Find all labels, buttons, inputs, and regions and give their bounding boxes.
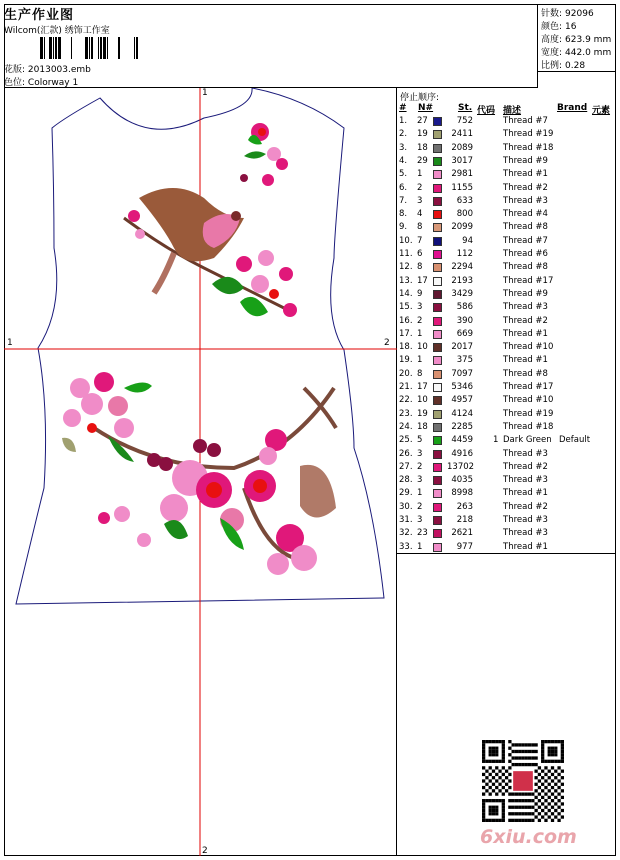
row-stitches: 4035 (451, 475, 473, 486)
row-needle: 3 (417, 448, 423, 459)
row-needle: 3 (417, 475, 423, 486)
row-needle: 3 (417, 195, 423, 206)
row-needle: 17 (417, 275, 428, 286)
row-description: Dark Green (503, 435, 552, 446)
thread-color-swatch (433, 210, 442, 219)
row-index: 7. (399, 195, 408, 206)
row-needle: 8 (417, 368, 423, 379)
row-description: Thread #19 (503, 408, 554, 419)
row-description: Thread #1 (503, 488, 548, 499)
row-stitches: 4916 (451, 448, 473, 459)
thread-color-swatch (433, 423, 442, 432)
stop-sequence-row (399, 435, 615, 448)
stop-sequence-row (399, 302, 615, 315)
row-stitches: 977 (456, 541, 473, 552)
row-index: 21. (399, 382, 413, 392)
row-index: 24. (399, 421, 413, 432)
thread-color-swatch (433, 303, 442, 312)
row-stitches: 375 (456, 355, 473, 366)
row-description: Thread #8 (503, 262, 548, 273)
row-stitches: 5346 (451, 382, 473, 392)
axis-label-left: 1 (7, 338, 13, 348)
row-description: Thread #8 (503, 222, 548, 233)
row-description: Thread #18 (503, 142, 554, 153)
stop-sequence-row (399, 196, 615, 209)
design-preview (4, 88, 397, 856)
row-index: 14. (399, 288, 413, 299)
row-index: 5. (399, 169, 408, 180)
row-needle: 1 (417, 488, 423, 499)
row-stitches: 2294 (451, 262, 473, 273)
col-header-description: 描述 (503, 106, 522, 116)
stop-sequence-row (399, 262, 615, 275)
row-index: 8. (399, 209, 408, 220)
stop-sequence-row (399, 169, 615, 182)
row-index: 31. (399, 515, 413, 525)
row-needle: 2 (417, 461, 423, 472)
row-description: Thread #9 (503, 155, 548, 166)
stop-sequence-row (399, 183, 615, 196)
row-needle: 27 (417, 116, 428, 126)
thread-color-swatch (433, 330, 442, 339)
stop-sequence-row (399, 502, 615, 515)
row-description: Thread #4 (503, 209, 548, 220)
row-index: 29. (399, 488, 413, 499)
row-needle: 17 (417, 382, 428, 392)
row-description: Thread #1 (503, 541, 548, 552)
stat-label: 颜色: (541, 22, 563, 32)
thread-color-swatch (433, 516, 442, 525)
row-needle: 8 (417, 222, 423, 233)
design-file-row (4, 62, 91, 75)
thread-color-swatch (433, 503, 442, 512)
row-index: 30. (399, 501, 413, 512)
row-description: Thread #18 (503, 421, 554, 432)
row-stitches: 218 (456, 515, 473, 525)
stop-sequence-row (399, 276, 615, 289)
row-index: 25. (399, 435, 413, 446)
row-description: Thread #2 (503, 315, 548, 326)
row-needle: 29 (417, 155, 428, 166)
stop-sequence-row (399, 475, 615, 488)
row-needle: 19 (417, 408, 428, 419)
stop-sequence-row (399, 488, 615, 501)
col-header-index: # (399, 103, 407, 113)
row-stitches: 2099 (451, 222, 473, 233)
row-needle: 19 (417, 129, 428, 140)
row-index: 10. (399, 235, 413, 246)
stat-value: 623.9 mm (565, 35, 612, 45)
stop-sequence-row (399, 289, 615, 302)
row-index: 27. (399, 461, 413, 472)
row-brand: Default (559, 435, 591, 446)
row-needle: 1 (417, 541, 423, 552)
row-description: Thread #7 (503, 235, 548, 246)
stop-sequence-row (399, 462, 615, 475)
row-description: Thread #17 (503, 382, 554, 392)
col-header-stitches: St. (458, 103, 473, 113)
thread-color-swatch (433, 223, 442, 232)
row-stitches: 4957 (451, 395, 473, 406)
row-needle: 10 (417, 395, 428, 406)
row-description: Thread #3 (503, 528, 548, 539)
row-index: 12. (399, 262, 413, 273)
row-stitches: 2193 (451, 275, 473, 286)
row-code: 1 (493, 435, 499, 446)
stop-sequence-row (399, 249, 615, 262)
row-needle: 18 (417, 421, 428, 432)
thread-color-swatch (433, 356, 442, 365)
row-index: 1. (399, 116, 408, 126)
row-index: 20. (399, 368, 413, 379)
row-needle: 8 (417, 262, 423, 273)
stop-sequence-row (399, 342, 615, 355)
row-index: 22. (399, 395, 413, 406)
col-header-code: 代码 (477, 106, 496, 116)
row-stitches: 2285 (451, 421, 473, 432)
row-index: 23. (399, 408, 413, 419)
row-description: Thread #1 (503, 355, 548, 366)
row-description: Thread #3 (503, 475, 548, 486)
page-title: 生产作业图 (4, 8, 75, 23)
list-divider (397, 553, 616, 554)
stop-sequence-row (399, 409, 615, 422)
thread-color-swatch (433, 277, 442, 286)
row-stitches: 752 (456, 116, 473, 126)
stop-sequence-row (399, 316, 615, 329)
thread-color-swatch (433, 343, 442, 352)
stat-value: 442.0 mm (565, 48, 612, 58)
row-index: 13. (399, 275, 413, 286)
thread-color-swatch (433, 463, 442, 472)
row-needle: 1 (417, 328, 423, 339)
axis-label-right: 2 (384, 338, 390, 348)
thread-color-swatch (433, 529, 442, 538)
row-needle: 7 (417, 235, 423, 246)
row-description: Thread #3 (503, 302, 548, 313)
row-needle: 6 (417, 249, 423, 259)
row-stitches: 7097 (451, 368, 473, 379)
colorway-label: 色位: (4, 78, 26, 88)
stat-label: 宽度: (541, 48, 563, 58)
row-stitches: 633 (456, 195, 473, 206)
thread-color-swatch (433, 436, 442, 445)
stop-sequence-row (399, 515, 615, 528)
row-index: 26. (399, 448, 413, 459)
stop-sequence-row (399, 116, 615, 129)
row-stitches: 4124 (451, 408, 473, 419)
thread-color-swatch (433, 370, 442, 379)
stat-value: 16 (565, 22, 577, 32)
row-needle: 10 (417, 342, 428, 353)
row-description: Thread #3 (503, 515, 548, 525)
stat-row (541, 58, 585, 71)
row-stitches: 2621 (451, 528, 473, 539)
row-needle: 18 (417, 142, 428, 153)
stop-sequence-row (399, 329, 615, 342)
row-description: Thread #8 (503, 368, 548, 379)
thread-color-swatch (433, 396, 442, 405)
row-description: Thread #3 (503, 195, 548, 206)
stat-label: 针数: (541, 9, 563, 19)
design-file-name: 2013003.emb (27, 65, 91, 75)
thread-color-swatch (433, 144, 442, 153)
stop-sequence-row (399, 355, 615, 368)
row-index: 4. (399, 155, 408, 166)
row-stitches: 390 (456, 315, 473, 326)
row-stitches: 2089 (451, 142, 473, 153)
stop-sequence-row (399, 156, 615, 169)
axis-label-top: 1 (202, 88, 208, 98)
row-description: Thread #2 (503, 501, 548, 512)
row-description: Thread #3 (503, 448, 548, 459)
row-needle: 3 (417, 515, 423, 525)
row-stitches: 3429 (451, 288, 473, 299)
thread-color-swatch (433, 197, 442, 206)
company-name: Wilcom(汇款) 绣饰工作室 (4, 26, 110, 36)
stat-row (541, 19, 577, 32)
row-index: 33. (399, 541, 413, 552)
stop-sequence-row (399, 369, 615, 382)
stat-value: 0.28 (565, 61, 586, 71)
row-description: Thread #1 (503, 328, 548, 339)
row-description: Thread #10 (503, 342, 554, 353)
col-header-needle: N# (418, 103, 434, 113)
thread-color-swatch (433, 130, 442, 139)
barcode-image (40, 37, 138, 59)
row-needle: 4 (417, 209, 423, 220)
thread-color-swatch (433, 237, 442, 246)
row-description: Thread #17 (503, 275, 554, 286)
row-needle: 5 (417, 435, 423, 446)
row-needle: 9 (417, 288, 423, 299)
thread-color-swatch (433, 383, 442, 392)
qr-code-image (482, 740, 564, 822)
row-description: Thread #19 (503, 129, 554, 140)
row-stitches: 2411 (451, 129, 473, 140)
thread-color-swatch (433, 489, 442, 498)
colorway-name: Colorway 1 (27, 78, 79, 88)
row-description: Thread #7 (503, 116, 548, 126)
row-description: Thread #9 (503, 288, 548, 299)
stop-sequence-row (399, 422, 615, 435)
row-stitches: 586 (456, 302, 473, 313)
row-index: 6. (399, 182, 408, 193)
stop-sequence-row (399, 395, 615, 408)
row-index: 18. (399, 342, 413, 353)
stop-sequence-row (399, 129, 615, 142)
row-description: Thread #10 (503, 395, 554, 406)
col-header-brand: Brand (557, 103, 588, 113)
row-stitches: 669 (456, 328, 473, 339)
row-stitches: 800 (456, 209, 473, 220)
row-index: 19. (399, 355, 413, 366)
row-stitches: 112 (456, 249, 473, 259)
thread-color-swatch (433, 290, 442, 299)
thread-color-swatch (433, 410, 442, 419)
thread-color-swatch (433, 263, 442, 272)
row-index: 3. (399, 142, 408, 153)
row-stitches: 8998 (451, 488, 473, 499)
row-index: 32. (399, 528, 413, 539)
row-needle: 2 (417, 182, 423, 193)
row-needle: 23 (417, 528, 428, 539)
thread-color-swatch (433, 250, 442, 259)
row-description: Thread #2 (503, 461, 548, 472)
stop-sequence-title: 停止顺序: (400, 93, 440, 103)
garment-preview (4, 88, 397, 856)
thread-color-swatch (433, 117, 442, 126)
row-needle: 2 (417, 315, 423, 326)
watermark-text: 6xiu.com (480, 826, 577, 848)
stat-row (541, 32, 611, 45)
row-index: 28. (399, 475, 413, 486)
thread-color-swatch (433, 184, 442, 193)
thread-color-swatch (433, 157, 442, 166)
stop-sequence-row (399, 222, 615, 235)
row-stitches: 2017 (451, 342, 473, 353)
row-description: Thread #2 (503, 182, 548, 193)
row-stitches: 94 (462, 235, 473, 246)
row-needle: 3 (417, 302, 423, 313)
row-stitches: 13702 (447, 461, 475, 472)
row-index: 2. (399, 129, 408, 140)
row-needle: 1 (417, 355, 423, 366)
row-needle: 1 (417, 169, 423, 180)
stop-sequence-row (399, 209, 615, 222)
stop-sequence-row (399, 143, 615, 156)
stop-sequence-row (399, 236, 615, 249)
thread-color-swatch (433, 543, 442, 552)
row-index: 16. (399, 315, 413, 326)
row-index: 17. (399, 328, 413, 339)
row-description: Thread #6 (503, 249, 548, 259)
thread-color-swatch (433, 170, 442, 179)
stat-row (541, 6, 594, 19)
design-file-label: 花版: (4, 65, 26, 75)
axis-label-bottom: 2 (202, 846, 208, 856)
col-header-element: 元素 (592, 106, 611, 116)
row-stitches: 263 (456, 501, 473, 512)
stat-value: 92096 (565, 9, 594, 19)
row-description: Thread #1 (503, 169, 548, 180)
stop-sequence-row (399, 528, 615, 541)
row-needle: 2 (417, 501, 423, 512)
stat-label: 比例: (541, 61, 563, 71)
row-stitches: 3017 (451, 155, 473, 166)
stop-sequence-row (399, 382, 615, 395)
stat-row (541, 45, 611, 58)
row-stitches: 2981 (451, 169, 473, 180)
row-index: 15. (399, 302, 413, 313)
stat-label: 高度: (541, 35, 563, 45)
row-index: 11. (399, 249, 413, 259)
lower-flowers (62, 372, 336, 575)
thread-color-swatch (433, 317, 442, 326)
row-stitches: 1155 (451, 182, 473, 193)
thread-color-swatch (433, 476, 442, 485)
thread-color-swatch (433, 450, 442, 459)
stop-sequence-row (399, 449, 615, 462)
row-index: 9. (399, 222, 408, 233)
row-stitches: 4459 (451, 435, 473, 446)
